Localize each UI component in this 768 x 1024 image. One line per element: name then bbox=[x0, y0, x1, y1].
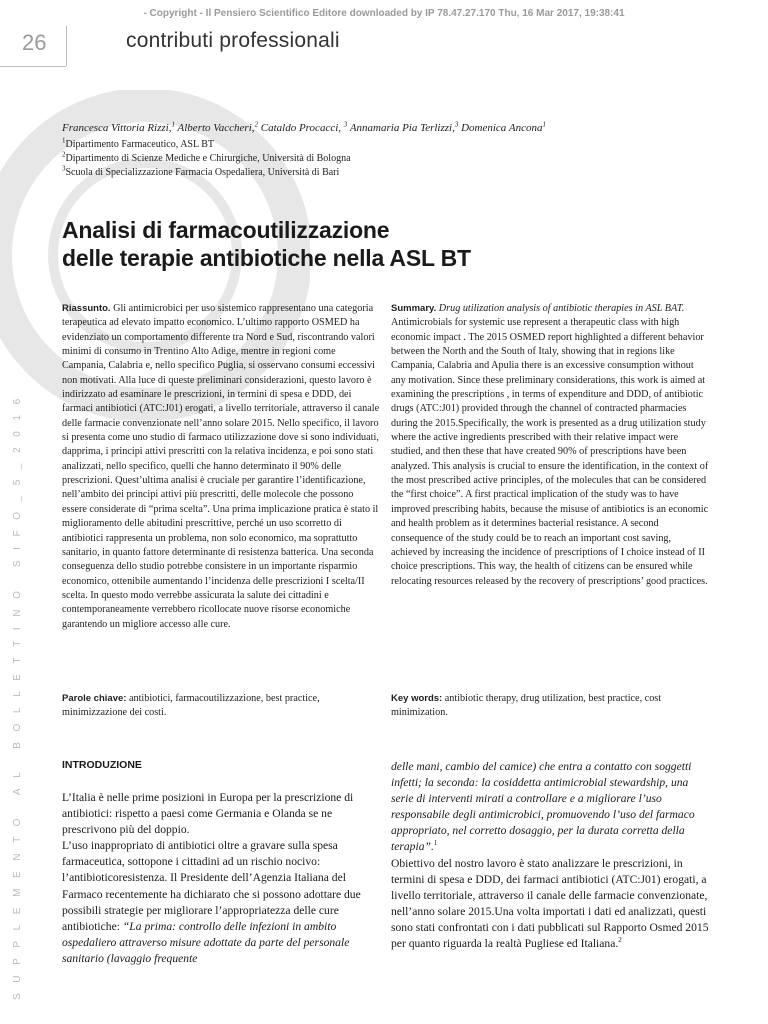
title-line: delle terapie antibiotiche nella ASL BT bbox=[62, 245, 471, 271]
header-divider-horizontal bbox=[0, 66, 66, 67]
keywords-text: antibiotici, farmacoutilizzazione, best practice, minimizzazione dei costi. bbox=[62, 693, 320, 719]
author-name: Domenica Ancona bbox=[458, 122, 543, 134]
introduction-right-column bbox=[391, 759, 713, 952]
introduction-heading: INTRODUZIONE bbox=[62, 759, 142, 771]
affiliation-ref: 3 bbox=[343, 120, 348, 129]
body-paragraph: L’Italia è nelle prime posizioni in Europa per la prescrizione di antibiotici: rispetto a paesi come Germania e Olanda se ne prescrivono più del doppio. bbox=[62, 791, 354, 837]
keywords-text: antibiotic therapy, drug utilization, best practice, cost minimization. bbox=[391, 693, 662, 719]
abstract-text: Gli antimicrobici per uso sistemico rappresentano una categoria terapeutica ad elevato impatto economico. L’ultimo rapporto OSMED ha evidenziato un comportamento differente tra Nord e Sud, riscontrando valori minimi di consumo in Trentino Alto Adige, mentre in regioni come Campania, Calabria e, nello specifico Puglia, si osservano consumi eccessivi non motivati. Alla luce di queste preliminari considerazioni, questo lavoro è indirizzato ad esaminare le prescrizioni, in termini di spesa e DDD, dei farmaci antibiotici (ATC:J01) erogati, a livello territoriale, attraverso il canale delle farmacie convenzionate nell’anno solare 2015. Nello specifico, il lavoro si presenta come uno studio di farmaco utilizzazione dove si sono individuati, dapprima, i principi attivi prescritti con la relativa incidenza, e poi sono stati analizzati, nello specifico, quelli che hanno determinato il 90% delle prescrizioni. Quest’ultima analisi è cruciale per garantire l’identificazione, nell’ambito dei principi attivi più prescritti, delle molecole che possono essere considerate di “prima scelta”. Una prima implicazione pratica è stato il miglioramento delle abitudini prescrittive, perché un uso scorretto di antibiotici rappresenta un problema, non solo economico, ma soprattutto sanitario, in quanto fattore determinante di resistenza batterica. Una seconda conseguenza dello studio potrebbe consistere in un importante risparmio economico, ottenibile aumentando l’incidenza delle prescrizioni I scelta/II scelta. In questo modo verrebbe assicurata la salute dei cittadini e contemporaneamente verrebbero ricollocate nuove risorse economiche garantendo un migliore accesso alle cure. bbox=[62, 303, 380, 630]
author-list bbox=[62, 122, 722, 134]
section-title: contributi professionali bbox=[126, 29, 340, 52]
author-name: Francesca Vittoria Rizzi, bbox=[62, 122, 172, 134]
title-line: Analisi di farmacoutilizzazione bbox=[62, 217, 390, 243]
summary-label: Summary. bbox=[391, 303, 437, 314]
affiliation-item: $^1$Dipartimento Farmaceutico, ASL BT bbox=[62, 136, 214, 150]
header-divider-vertical bbox=[66, 26, 67, 66]
introduction-left-column bbox=[62, 790, 384, 967]
quote-text: “La prima: controllo delle infezioni in ambito ospedaliero attraverso misure adottate da parte del personale sanitario (lavaggio frequente bbox=[62, 919, 350, 965]
keywords-italian bbox=[62, 692, 380, 721]
body-paragraph: Obiettivo del nostro lavoro è stato analizzare le prescrizioni, in termini di spesa e DDD, dei farmaci antibiotici (ATC:J01) erogati, a livello territoriale, attraverso il canale delle farmacie convenzionate, nell’anno solare 2015.Una volta importati i dati ed analizzati, questi sono stati confrontati con i dati pubblicati sul Rapporto Osmed 2015 per quanto riguarda la realtà Pugliese ed Italiana. bbox=[391, 856, 709, 951]
summary-text: Antimicrobials for systemic use represent a therapeutic class with high economic impact . The 2015 OSMED report highlighted a different behavior between the North and the South of Italy, showing that in regions like Campania, Calabria and Apulia there is an excessive consumption without any motivation. Since these preliminary considerations, this work is aimed at examining the prescriptions , in terms of expenditure and DDD, of antibiotic drugs (ATC:J01) provided through the channel of contracted pharmacies during the 2015.Specifically, the work is presented as a drug utilization study where the active ingredients prescribed with their relative impact were studied, and then these that have created 90% of prescriptions have been analyzed. This analysis is crucial to ensure the identification, in the context of the most prescribed active principles, of the molecules that can be considered the “first choice”. A first practical implication of the study was to have improved prescribing habits, because the misuse of antibiotics is an economic and health problem as it determines bacterial resistance. A second consequence of the study could be to reach an important cost saving, achieved by increasing the incidence of prescriptions of I choice instead of II choice prescriptions. This way, the health of citizens can be ensured while relocating resources released by the recovery of prescriptions’ good practices. bbox=[391, 317, 709, 587]
author-name: Cataldo Procacci, bbox=[258, 122, 344, 134]
abstract-english bbox=[391, 302, 709, 589]
reference-number: 2 bbox=[618, 936, 622, 945]
affiliation-ref: 1 bbox=[171, 120, 175, 129]
affiliation-list bbox=[62, 138, 722, 180]
copyright-notice: - Copyright - Il Pensiero Scientifico Editore downloaded by IP 78.47.27.170 Thu, 16 Mar 2017, 19:38:41 bbox=[143, 8, 625, 19]
abstract-label: Riassunto. bbox=[62, 303, 111, 314]
supplement-side-label: SUPPLEMENTO AL BOLLETTINO SIFO_5_2016 bbox=[12, 388, 23, 1000]
keywords-label: Parole chiave: bbox=[62, 693, 127, 704]
body-paragraph: L’uso inappropriato di antibiotici oltre a gravare sulla spesa farmaceutica, sottopone i cittadini ad un rischio nocivo: l’antibioticoresistenza. Il Presidente dell’Agenzia Italiana del Farmaco recentemente ha dichiarato che si possono adottare due possibili strategie per migliorare l’appropriatezza delle cure antibiotiche: bbox=[62, 839, 361, 933]
keywords-label: Key words: bbox=[391, 693, 443, 704]
affiliation-ref: 3 bbox=[454, 120, 459, 129]
affiliation-item: $^2$Dipartimento di Scienze Mediche e Chirurgiche, Università di Bologna bbox=[62, 150, 351, 164]
affiliation-ref: 1 bbox=[542, 120, 546, 129]
page-number: 26 bbox=[22, 30, 47, 55]
author-name: Annamaria Pia Terlizzi, bbox=[347, 122, 455, 134]
keywords-english bbox=[391, 692, 709, 721]
affiliation-item: $^3$Scuola di Specializzazione Farmacia Ospedaliera, Università di Bari bbox=[62, 164, 340, 178]
abstract-italian bbox=[62, 302, 380, 632]
reference-number: 1 bbox=[433, 839, 438, 848]
quote-text: delle mani, cambio del camice) che entra a contatto con soggetti infetti; la seconda: la cosiddetta antimicrobial stewardship, una serie di interventi mirati a controllare e a migliorare l’uso responsabile degli antimicrobici, promuovendo l’uso del farmaco appropriato, nel corretto dosaggio, per la durata corretta della terapia”. bbox=[391, 760, 695, 854]
summary-title: Drug utilization analysis of antibiotic therapies in ASL BAT. bbox=[436, 303, 685, 314]
affiliation-ref: 2 bbox=[254, 120, 259, 129]
article-title bbox=[62, 216, 722, 272]
author-name: Alberto Vaccheri, bbox=[174, 122, 255, 134]
